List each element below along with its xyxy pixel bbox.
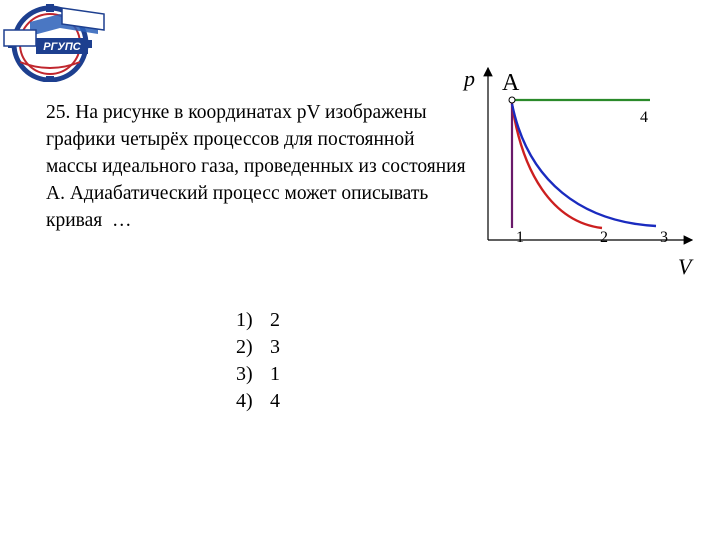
point-a-marker [509,97,515,103]
answer-option [236,388,280,415]
curve-label-4: 4 [640,109,648,126]
answer-number: 1) [236,309,253,331]
answer-value: 2 [270,309,280,331]
logo-text: РГУПС [43,41,81,53]
answer-number: 2) [236,336,253,358]
answer-value: 4 [270,390,280,412]
answer-list [236,307,280,415]
v-axis-label: V [678,254,692,279]
answer-value: 3 [270,336,280,358]
university-logo [0,0,112,82]
curve-label-3: 3 [660,229,668,246]
curve-label-1: 1 [516,229,524,246]
answer-option [236,361,280,388]
answer-value: 1 [270,363,280,385]
answer-number: 3) [236,363,253,385]
p-axis-label: p [464,66,475,91]
answer-number: 4) [236,390,253,412]
pv-graph [462,62,702,280]
question-text: 25. На рисунке в координатах pV изображены графики четырёх процессов для постоянной массы идеального газа, проведенных из состояния А. Адиабатический процесс может описывать кривая … [46,102,471,231]
answer-option [236,334,280,361]
curve-3 [512,104,656,226]
answer-option [236,307,280,334]
point-a-label: A [502,70,520,96]
curve-label-2: 2 [600,229,608,246]
